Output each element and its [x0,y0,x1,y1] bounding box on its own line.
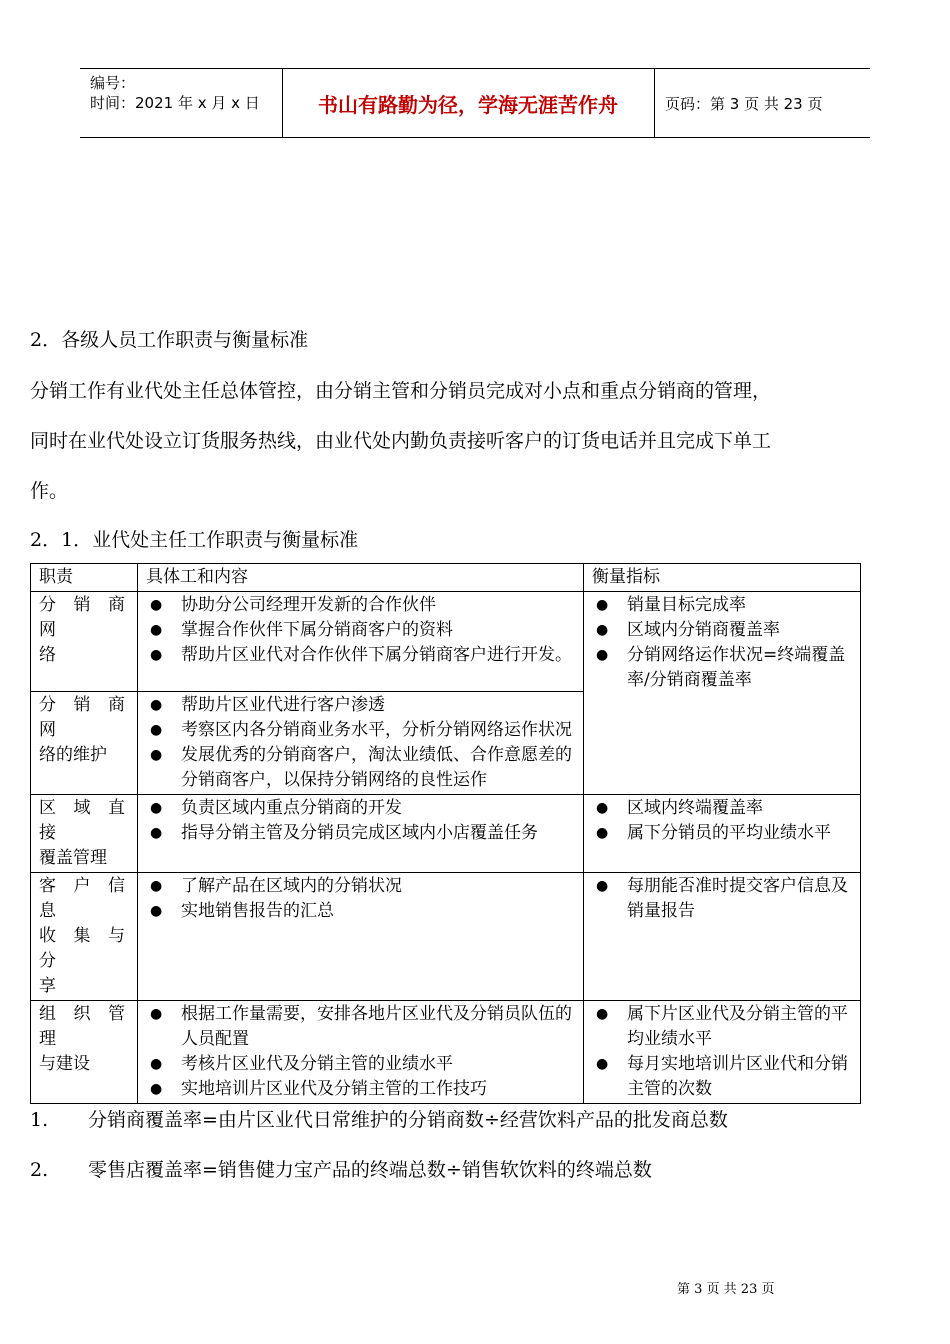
role-line: 络 [39,645,56,665]
header-page-label: 页码：第 3 页 共 23 页 [665,94,823,113]
header-meta [80,69,283,137]
bullet-icon: ● [150,1056,163,1072]
bullet-icon: ● [150,622,163,638]
metric-cell [584,1001,861,1104]
header-content: 具体工和内容 [138,564,584,592]
bullet-icon: ● [596,878,609,894]
role-line: 分销商网 [39,695,132,740]
bullet-icon: ● [150,722,163,738]
content-cell [138,692,584,795]
table-row [31,592,861,692]
page-footer: 第 3 页 共 23 页 [677,1282,775,1297]
header-role: 职责 [31,564,138,592]
time-label: 时间：2021 年 x 月 x 日 [90,94,260,112]
content-cell [138,873,584,1001]
content-cell [138,592,584,692]
list-item: ● 帮助片区业代对合作伙伴下属分销商客户进行开发。 [146,643,578,668]
duty-table [30,563,861,1104]
list-item: ● 发展优秀的分销商客户，淘汰业绩低、合作意愿差的分销商客户，以保持分销网络的良性运作 [150,745,572,790]
list-item: ● 考核片区业代及分销主管的业绩水平 [146,1052,578,1077]
role-line: 客户信息 [39,876,132,921]
bullet-icon: ● [150,1081,163,1097]
list-item: ● 根据工作量需要，安排各地片区业代及分销员队伍的人员配置 [150,1004,572,1049]
role-line: 覆盖管理 [39,848,107,868]
bullet-icon: ● [150,903,163,919]
role-line: 组织管理 [39,1004,132,1049]
footnote [30,1105,728,1132]
list-item: ● 区域内分销商覆盖率 [592,618,855,643]
footnote-number: 1. [30,1109,49,1131]
list-item: ● 区域内终端覆盖率 [592,796,855,821]
list-item: ● 协助分公司经理开发新的合作伙伴 [146,593,578,618]
header-metric: 衡量指标 [584,564,861,592]
role-line: 区域直接 [39,798,132,843]
intro-line-2: 同时在业代处设立订货服务热线，由业代处内勤负责接听客户的订货电话并且完成下单工 [30,430,772,452]
footnote [30,1155,652,1182]
bullet-icon: ● [596,622,609,638]
role-line: 分销商网 [39,595,132,640]
bullet-icon: ● [150,747,163,763]
list-item: ● 属下片区业代及分销主管的平均业绩水平 [596,1004,848,1049]
role-cell [31,795,138,873]
role-cell [31,1001,138,1104]
metric-cell [584,873,861,1001]
list-item: ● 实地销售报告的汇总 [146,899,578,924]
metric-cell [584,795,861,873]
role-cell [31,592,138,692]
list-item: ● 销量目标完成率 [592,593,855,618]
bullet-icon: ● [150,697,163,713]
footnote-number: 2. [30,1159,49,1181]
list-item: ● 每月实地培训片区业代和分销主管的次数 [596,1054,848,1099]
role-line: 与建设 [39,1054,90,1074]
role-line: 络的维护 [39,745,107,765]
footnote-text: 分销商覆盖率=由片区业代日常维护的分销商数÷经营饮料产品的批发商总数 [88,1109,728,1131]
bullet-icon: ● [150,825,163,841]
list-item: ● 每朋能否准时提交客户信息及销量报告 [596,876,848,921]
bullet-icon: ● [596,1056,609,1072]
page-header [80,68,870,138]
list-item: ● 考察区内各分销商业务水平，分析分销网络运作状况 [146,718,578,743]
list-item: ● 负责区域内重点分销商的开发 [146,796,578,821]
bullet-icon: ● [596,1006,609,1022]
table-row [31,795,861,873]
intro-line-3: 作。 [30,480,69,502]
intro-line-1: 分销工作有业代处主任总体管控，由分销主管和分销员完成对小点和重点分销商的管理， [30,380,772,402]
bullet-icon: ● [596,800,609,816]
bullet-icon: ● [150,800,163,816]
list-item: ● 掌握合作伙伴下属分销商客户的资料 [146,618,578,643]
role-line: 收集与分 [39,926,132,971]
role-cell [31,873,138,1001]
role-cell [31,692,138,795]
list-item: ● 分销网络运作状况=终端覆盖率/分销商覆盖率 [596,645,846,690]
number-label: 编号： [90,74,136,92]
header-motto: 书山有路勤为径，学海无涯苦作舟 [282,69,655,137]
bullet-icon: ● [150,647,163,663]
bullet-icon: ● [596,597,609,613]
bullet-icon: ● [150,1006,163,1022]
role-line: 享 [39,976,56,996]
merged-metric-cell [584,592,861,795]
list-item: ● 属下分销员的平均业绩水平 [592,821,855,846]
list-item: ● 了解产品在区域内的分销状况 [146,874,578,899]
content-cell [138,795,584,873]
bullet-icon: ● [596,825,609,841]
table-row [31,1001,861,1104]
table-header-row [31,564,861,592]
subsection-heading: 2．1．业代处主任工作职责与衡量标准 [30,529,359,551]
list-item: ● 帮助片区业代进行客户渗透 [146,693,578,718]
table-row [31,873,861,1001]
bullet-icon: ● [150,597,163,613]
content-cell [138,1001,584,1104]
section-heading: 2．各级人员工作职责与衡量标准 [30,329,309,351]
list-item: ● 实地培训片区业代及分销主管的工作技巧 [146,1077,578,1102]
bullet-icon: ● [596,647,609,663]
footnote-text: 零售店覆盖率=销售健力宝产品的终端总数÷销售软饮料的终端总数 [88,1159,652,1181]
bullet-icon: ● [150,878,163,894]
list-item: ● 指导分销主管及分销员完成区域内小店覆盖任务 [146,821,578,846]
